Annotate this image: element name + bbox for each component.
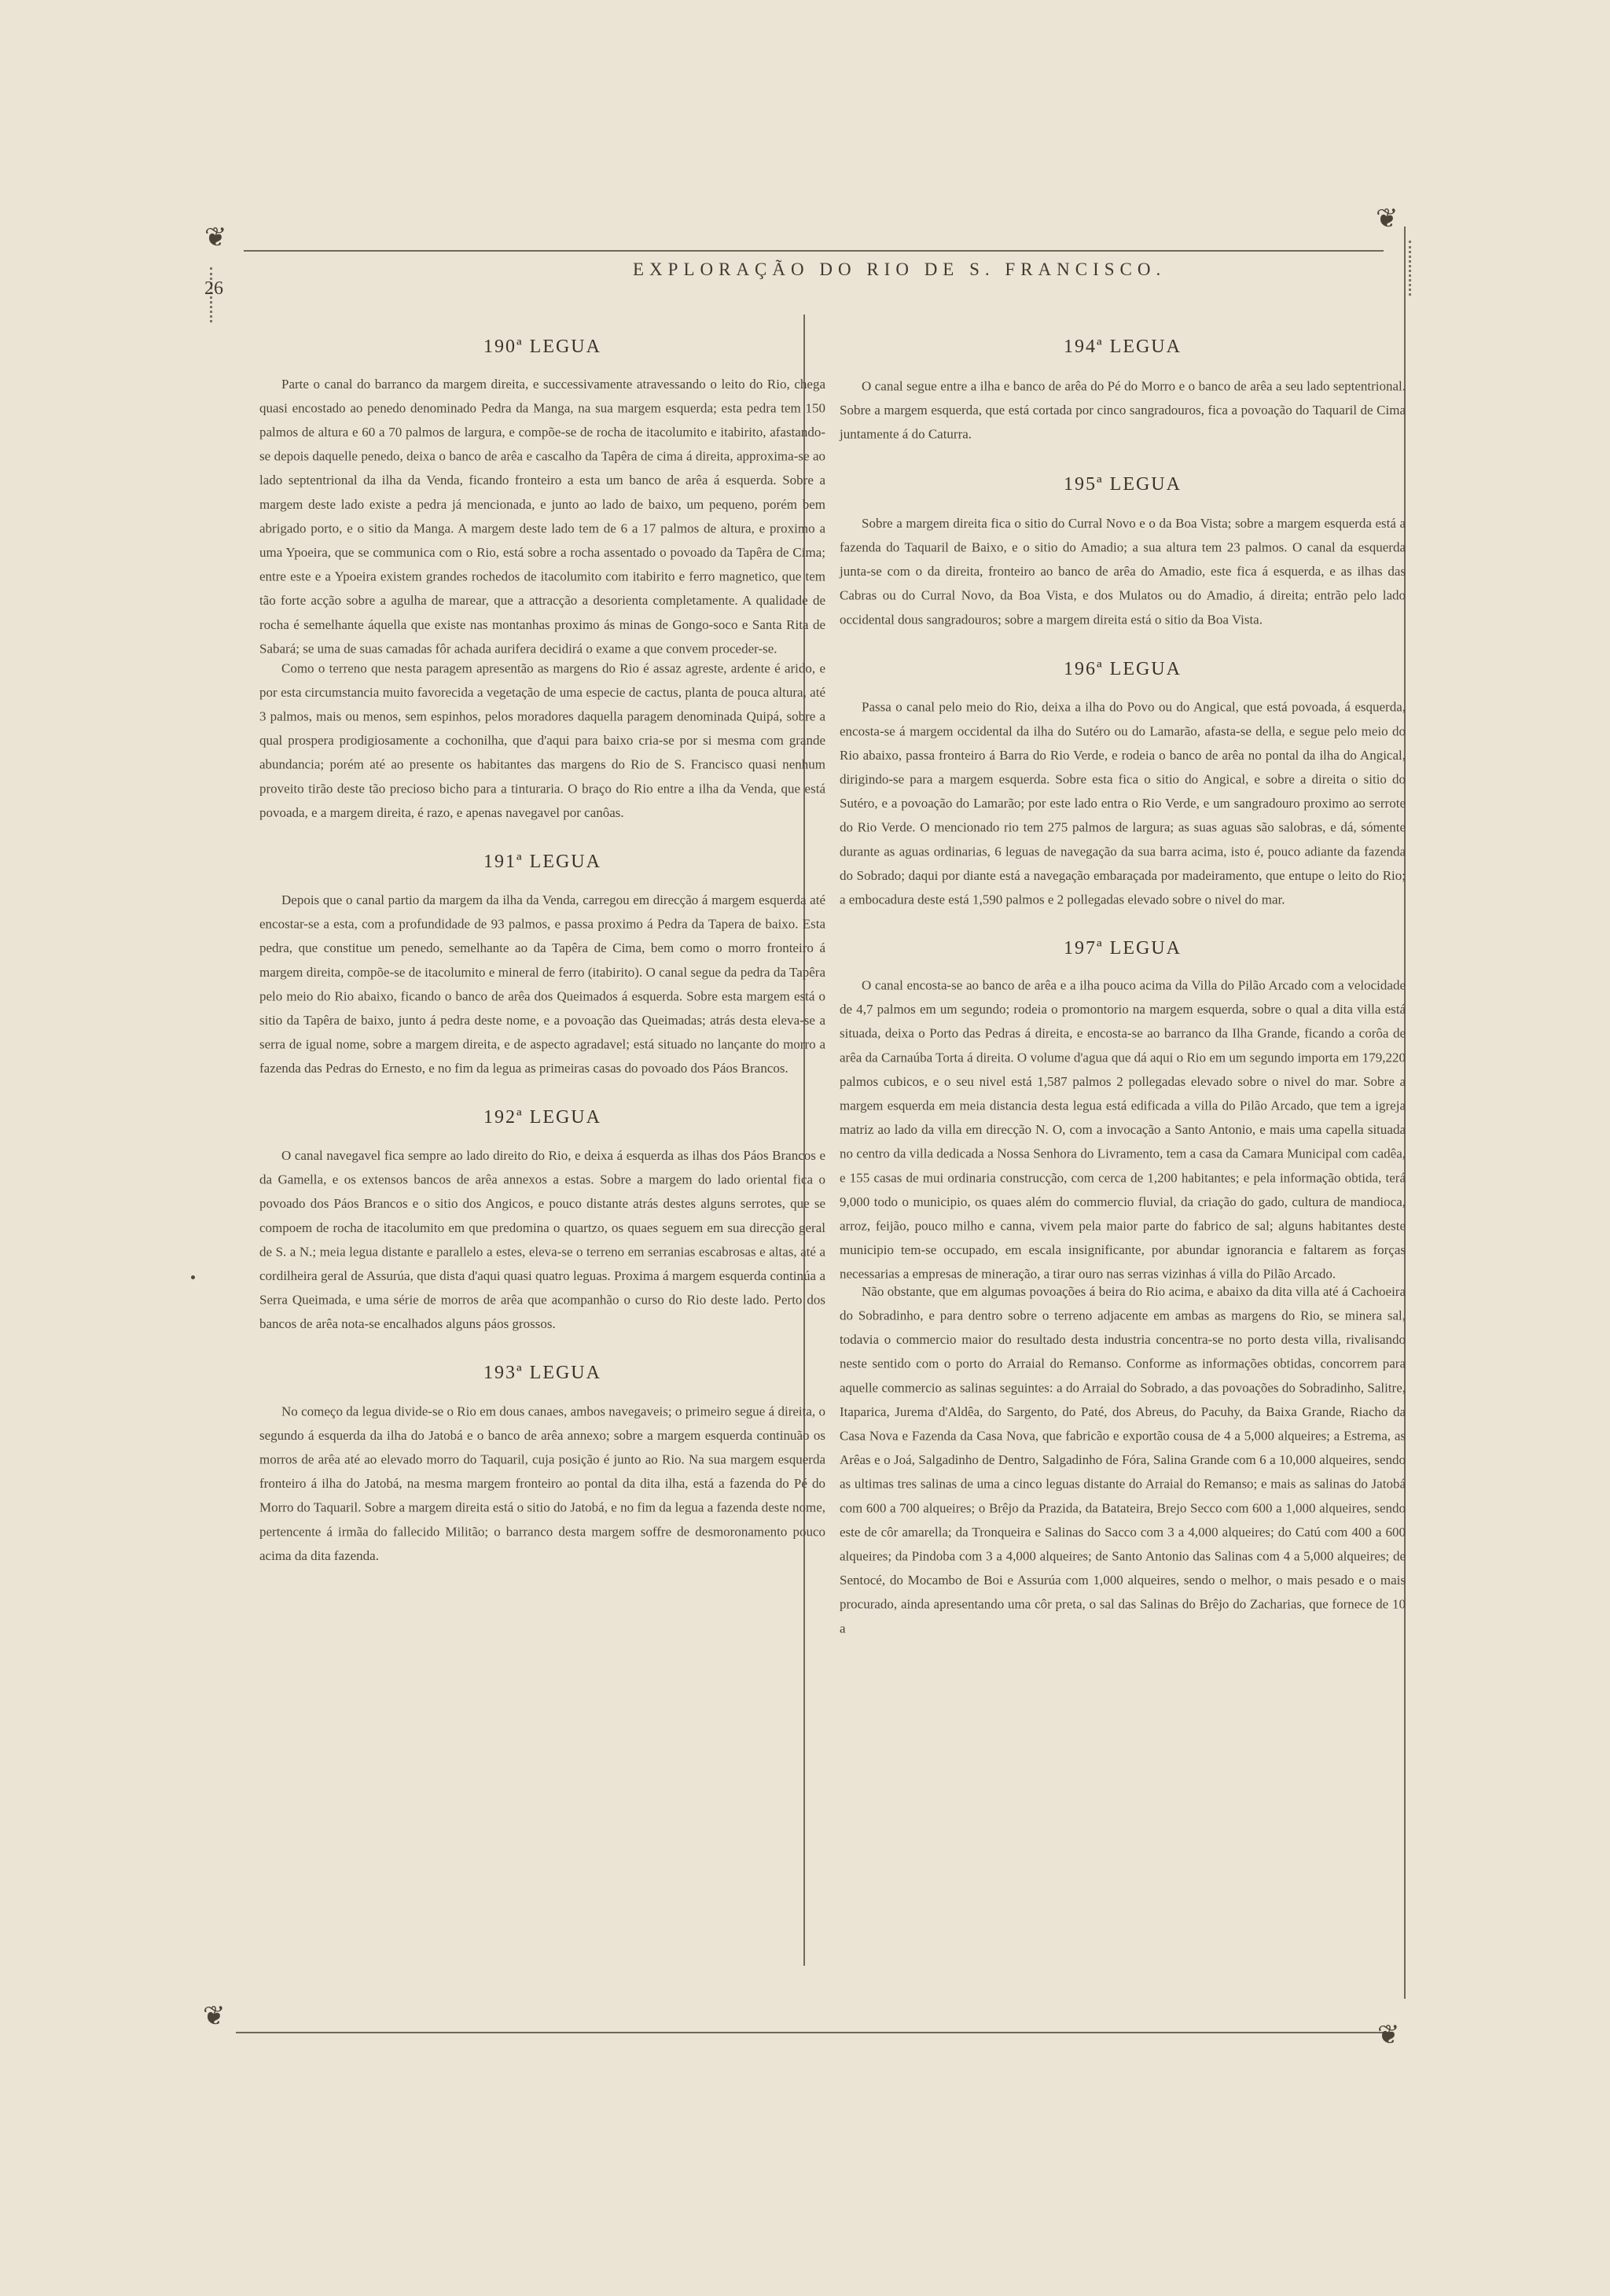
paragraph: Como o terreno que nesta paragem apresentão as margens do Rio é assaz agreste, ardente é arido, e por esta circumstancia muito favorecida a vegetação de uma especie de cactus, planta de pouca altura, até 3 palmos, mais ou menos, sem espinhos, pelos moradores daquella paragem denominada Quipá, sobre a qual prospera prodigiosamente a cochonilha, que d'aqui para baixo cria-se por si mesma com grande abundancia; porém até ao presente os habitantes das margens do Rio de S. Francisco quasi nenhum proveito tirão deste tão precioso bicho para a tinturaria. O braço do Rio entre a ilha da Venda, que está povoada, e a margem direita, é razo, e apenas navegavel por canôas. [259,660,825,820]
paragraph: O canal segue entre a ilha e banco de arêa do Pé do Morro e o banco de arêa a seu lado septentrional. Sobre a margem esquerda, que está cortada por cinco sangradouros, fica a povoação do Taquaril de Cima juntamente á do Caturra. [840,378,1406,442]
top-frame-line [244,250,1384,252]
section-title: 197ª LEGUA [1064,938,1182,959]
section-title: 193ª LEGUA [483,1363,601,1383]
bottom-right-ornament: ❦ [1377,2021,1400,2050]
section-title: 191ª LEGUA [483,852,601,872]
margin-mark [191,1275,195,1279]
page-header [204,259,1423,299]
running-title: EXPLORAÇÃO DO RIO DE S. FRANCISCO. [633,259,1167,279]
paragraph: Não obstante, que em algumas povoações á beira do Rio acima, e abaixo da dita villa até á Cachoeira do Sobradinho, e para dentro sobre o terreno adjacente em ambas as margens do Rio, se minera sal, todavia o commercio maior do resultado desta industria concentra-se no porto desta villa, rivalisando neste sentido com o porto do Arraial do Remanso. Conforme as informações obtidas, concorrem para aquelle commercio as salinas seguintes: a do Arraial do Sobrado, a das povoações do Sobradinho, Salitre, Itaparica, Jurema d'Aldêa, do Sargento, do Paté, dos Abreus, do Pacuhy, da Baixa Grande, Riacho da Casa Nova e Fazenda da Casa Nova, que fabricão e exportão cousa de 4 a 5,000 alqueires; a Estrema, as Arêas e o Joá, Salgadinho de Dentro, Salgadinho de Fóra, Salina Grande com 6 a 10,000 alqueires, sendo as ultimas tres salinas de uma a cinco leguas distante do Arraial do Remanso; e mais as salinas do Jatobá com 600 a 700 alqueires; o Brêjo da Prazida, da Batateira, Brejo Secco com 600 a 1,000 alqueires, sendo este de côr amarella; da Tronqueira e Salinas do Sacco com 3 a 4,000 alqueires; do Catú com 400 a 600 alqueires; da Pindoba com 3 a 4,000 alqueires; de Santo Antonio das Salinas com 4 a 5,000 alqueires; de Sentocé, do Mocambo de Boi e Assurúa com 1,000 alqueires, sendo o melhor, o mais pesado e o mais procurado, ainda apresentando uma côr preta, o sal das Salinas do Brêjo do Zacharias, que fornece de 10 a [840,1283,1406,1636]
section-192 [259,1107,825,1334]
bottom-left-ornament: ❦ [203,2002,226,2031]
paragraph: Depois que o canal partio da margem da ilha da Venda, carregou em direcção á margem esquerda até encostar-se a esta, com a profundidade de 93 palmos, e passa proximo á Pedra da Tapera de baixo. Esta pedra, que constitue um penedo, semelhante ao da Tapêra de Cima, bem como o morro fronteiro á margem direita, compõe-se de itacolumito e mineral de ferro (itabirito). O canal segue da pedra da Tapêra pelo meio do Rio abaixo, ficando o banco de arêa dos Queimados á esquerda. Sobre esta margem está o sitio da Tapêra de baixo, junto á pedra deste nome, e a povoação das Queimadas; atrás desta eleva-se a serra de igual nome, sobre a margem direita, e de aspecto agradavel; está situado no lançante do morro a fazenda das Pedras do Ernesto, e no fim da legua as primeiras casas do povoado dos Páos Brancos. [259,892,825,1076]
paragraph: Passa o canal pelo meio do Rio, deixa a ilha do Povo ou do Angical, que está povoada, á esquerda, encosta-se á margem occidental da ilha do Sutéro ou do Lamarão, afasta-se della, e segue pelo meio do Rio abaixo, passa fronteiro á Barra do Rio Verde, e rodeia o banco de arêa no pontal da ilha do Angical, dirigindo-se para a margem esquerda. Sobre esta fica o sitio do Angical, e sobre a direita o sitio do Sutéro, e a povoação do Lamarão; por este lado entra o Rio Verde, e um sangradouro proximo ao serrote do Rio Verde. O mencionado rio tem 275 palmos de largura; as suas aguas são salobras, e dá, sómente durante as aguas ordinarias, 6 leguas de navegação da sua barra acima, isto é, pouco adiante da fazenda do Sobrado; daqui por diante está a navegação embaraçada por madeiramento, que entupe o leito do Rio; a embocadura deste está 1,590 palmos e 2 pollegadas elevado sobre o nivel do mar. [840,699,1406,907]
page-number: 26 [204,278,223,299]
paragraph: No começo da legua divide-se o Rio em dous canaes, ambos navegaveis; o primeiro segue á direita, o segundo á esquerda da ilha do Jatobá e o banco de arêa annexo; sobre a margem esquerda continuão os morros de arêa até ao elevado morro do Taquaril, cuja posição é junto ao Rio. Na sua margem esquerda fronteiro á ilha do Jatobá, na mesma margem fronteiro ao pontal da dita ilha, está a fazenda do Pé do Morro do Taquaril. Sobre a margem direita está o sitio do Jatobá, e no fim da legua a fazenda deste nome, pertencente á irmãa do fallecido Militão; o barranco desta margem soffre de desmoronamento pouco acima da dita fazenda. [259,1404,825,1563]
bottom-frame-line [236,2032,1391,2033]
section-195 [840,474,1406,631]
section-191 [259,852,825,1079]
section-title: 190ª LEGUA [483,337,601,357]
section-title: 192ª LEGUA [483,1107,601,1128]
section-title: 194ª LEGUA [1064,337,1182,357]
section-title: 196ª LEGUA [1064,659,1182,679]
top-right-ornament: ❦ [1376,204,1399,234]
right-column [840,322,1406,1665]
paragraph: O canal navegavel fica sempre ao lado direito do Rio, e deixa á esquerda as ilhas dos Páos Brancos e da Gamella, e os extensos bancos de arêa annexos a estas. Sobre a margem do lado oriental fica o povoado dos Páos Brancos e o sitio dos Angicos, e pouco distante atrás destes alguns serrotes, que se compoem de rocha de itacolumito em que predomina o quartzo, os quaes seguem em sua direcção geral de S. a N.; meia legua distante e parallelo a estes, eleva-se o terreno em serranias escabrosas e altas, até a cordilheira geral de Assurúa, que dista d'aqui quasi quatro leguas. Proxima á margem esquerda continúa a Serra Queimada, e uma série de morros de arêa que acompanhão o curso do Rio deste lado. Perto dos bancos de arêa nota-se encalhados alguns páos grossos. [259,1147,825,1332]
section-title: 195ª LEGUA [1064,474,1182,495]
paragraph: Parte o canal do barranco da margem direita, e successivamente atravessando o leito do Rio, chega quasi encostado ao penedo denominado Pedra da Manga, na sua margem esquerda; esta pedra tem 150 palmos de altura e 60 a 70 palmos de largura, e compõe-se de rocha de itacolumito e itabirito, afastando-se depois daquelle penedo, deixa o banco de arêa e cascalho da Tapêra de cima á direita, approxima-se ao lado septentrional da ilha da Venda, ficando fronteiro a esta um banco de arêa á esquerda. Sobre a margem deste lado existe a pedra já mencionada, e junto ao lado de baixo, um pequeno, porém bem abrigado porto, e o sitio da Manga. A margem deste lado tem de 6 a 17 palmos de altura, e proximo a uma Ypoeira, que se communica com o Rio, está sobre a rocha assentado o povoado da Tapêra de Cima; entre este e a Ypoeira existem grandes rochedos de itacolumito com itabirito e ferro magnetico, que tem tão forte acção sobre a agulha de marear, que a attracção a desorienta completamente. A qualidade de rocha é semelhante áquella que existe nas montanhas proximo ás minas de Gongo-soco e Santa Rita de Sabará; se uma de suas camadas fôr achada aurifera decidirá o exame a que convem proceder-se. [259,376,825,657]
top-left-ornament: ❦ [204,223,227,252]
section-194 [840,337,1406,446]
paragraph: O canal encosta-se ao banco de arêa e a ilha pouco acima da Villa do Pilão Arcado com a velocidade de 4,7 palmos em um segundo; rodeia o promontorio na margem esquerda, sobre o qual a dita villa está situada, deixa o Porto das Pedras á direita, e encosta-se ao barranco da Ilha Grande, ficando a corôa de arêa da Carnaúba Torta á direita. O volume d'agua que dá aqui o Rio em um segundo importa em 179,220 palmos cubicos, e o seu nivel está 1,587 palmos 2 pollegadas elevado sobre o nivel do mar. Sobre a margem esquerda em meia distancia desta legua está edificada a villa do Pilão Arcado, que tem a igreja matriz ao lado da villa em direcção N. O, com a invocação a Santo Antonio, e mais uma capella situada no centro da villa dedicada a Nossa Senhora do Livramento, tem a casa da Camara Municipal com cadêa, e 155 casas de mui ordinaria construcção, com cerca de 1,200 habitantes; e pela informação obtida, terá 9,000 todo o municipio, os quaes além do commercio fluvial, da criação do gado, cultura de mandioca, arroz, feijão, pouco milho e canna, vivem pela maior parte do fabrico de sal; alguns habitantes deste municipio tem-se occupado, em escala insignificante, por abundar ignorancia e faltarem as forças necessarias a empresas de mineração, a tirar ouro nas serras vizinhas á villa do Pilão Arcado. [840,977,1406,1282]
section-197 [840,938,1406,1637]
paragraph: Sobre a margem direita fica o sitio do Curral Novo e o da Boa Vista; sobre a margem esquerda está a fazenda do Taquaril de Baixo, e o sitio do Amadio; a sua altura tem 23 palmos. O canal da esquerda junta-se com o da direita, fronteiro ao banco de arêa do Amadio, este fica á esquerda, e as ilhas das Cabras ou do Curral Novo, da Boa Vista, e dos Mulatos ou do Amadio, á direita; entrão pelo lado occidental dous sangradouros; sobre a margem direita está o sitio da Boa Vista. [840,515,1406,627]
section-193 [259,1363,825,1566]
section-196 [840,659,1406,910]
section-190 [259,337,825,823]
left-column [259,322,825,1595]
